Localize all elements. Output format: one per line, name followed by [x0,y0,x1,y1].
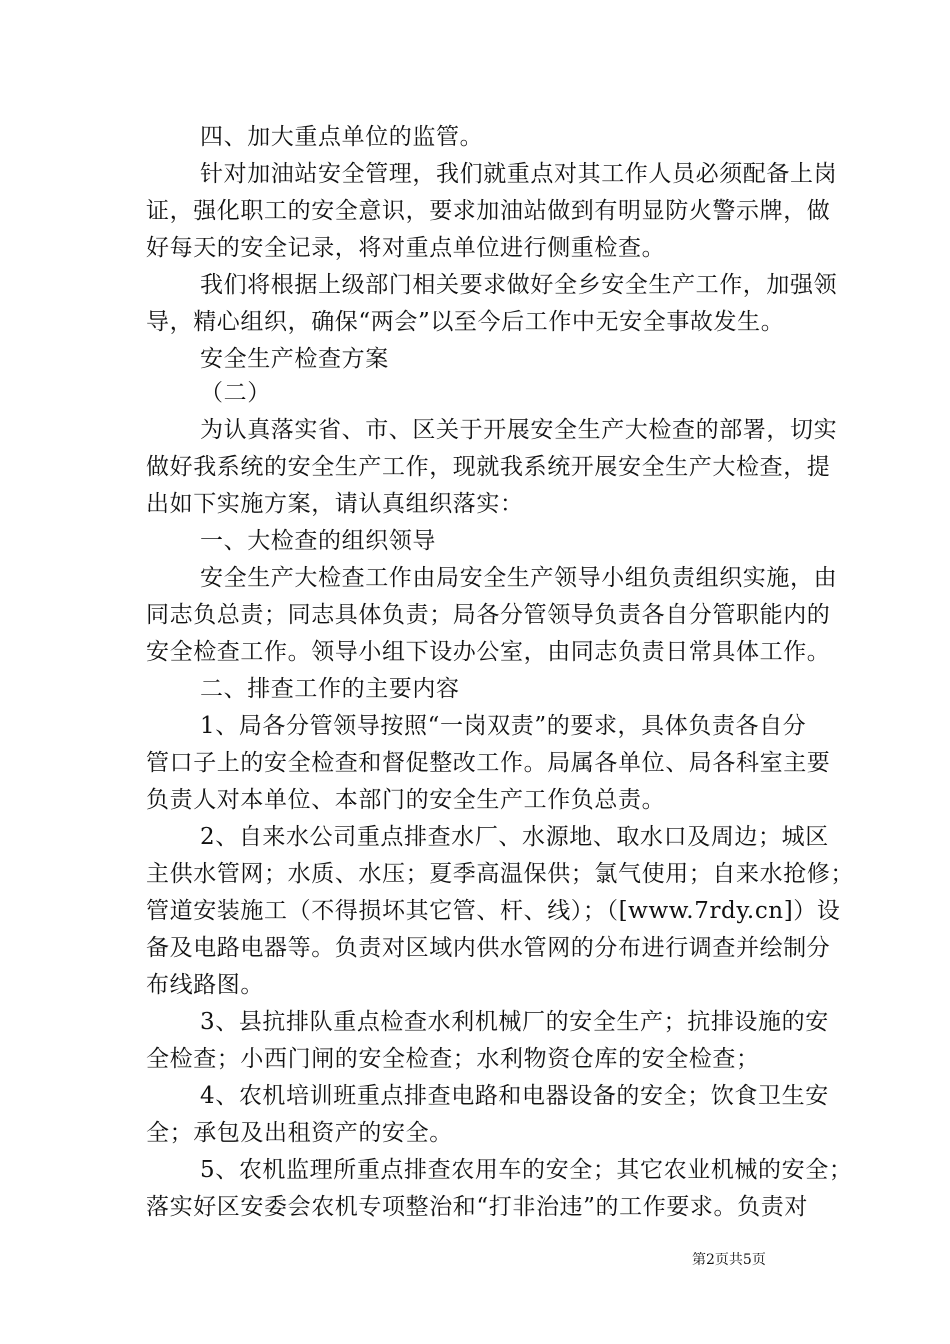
document-subtitle: （二） [200,380,271,406]
section-heading-1: 一、大检查的组织领导 [200,528,436,554]
paragraph-line: 证，强化职工的安全意识，要求加油站做到有明显防火警示牌，做 [146,198,831,224]
page-number-footer: 第2页共5页 [692,1252,766,1268]
paragraph-line: 安全检查工作。领导小组下设办公室，由同志负责日常具体工作。 [146,639,831,665]
paragraph-line: 管口子上的安全检查和督促整改工作。局属各单位、局各科室主要 [146,750,831,776]
paragraph-line: 备及电路电器等。负责对区域内供水管网的分布进行调查并绘制分 [146,935,831,961]
paragraph-line: 全；承包及出租资产的安全。 [146,1120,453,1146]
paragraph-line: 为认真落实省、市、区关于开展安全生产大检查的部署，切实 [200,417,838,443]
paragraph-line: 出如下实施方案，请认真组织落实： [146,491,524,517]
paragraph-line: 3、县抗排队重点检查水利机械厂的安全生产；抗排设施的安 [200,1009,829,1035]
paragraph-line: 1、局各分管领导按照“一岗双责”的要求，具体负责各自分 [200,713,807,739]
paragraph-line: 布线路图。 [146,972,264,998]
paragraph-line: 2、自来水公司重点排查水厂、水源地、取水口及周边；城区 [200,824,829,850]
paragraph-line: 针对加油站安全管理，我们就重点对其工作人员必须配备上岗 [200,161,838,187]
paragraph-line: 做好我系统的安全生产工作，现就我系统开展安全生产大检查，提 [146,454,831,480]
paragraph-line: 主供水管网；水质、水压；夏季高温保供；氯气使用；自来水抢修； [146,861,854,887]
paragraph-line: 4、农机培训班重点排查电路和电器设备的安全；饮食卫生安 [200,1083,829,1109]
paragraph-line: 全检查；小西门闸的安全检查；水利物资仓库的安全检查； [146,1046,760,1072]
paragraph-line: 我们将根据上级部门相关要求做好全乡安全生产工作，加强领 [200,272,838,298]
section-heading-2: 二、排查工作的主要内容 [200,676,460,702]
paragraph-line: 安全生产大检查工作由局安全生产领导小组负责组织实施，由 [200,565,838,591]
paragraph-line: 负责人对本单位、本部门的安全生产工作负总责。 [146,787,666,813]
paragraph-line: 管道安装施工（不得损坏其它管、杆、线）；（[www.7rdy.cn]）设 [146,898,841,924]
paragraph-line: 5、农机监理所重点排查农用车的安全；其它农业机械的安全； [200,1157,853,1183]
paragraph-line: 导，精心组织，确保“两会”以至今后工作中无安全事故发生。 [146,309,785,335]
paragraph-line: 好每天的安全记录，将对重点单位进行侧重检查。 [146,235,666,261]
paragraph-line: 落实好区安委会农机专项整治和“打非治违”的工作要求。负责对 [146,1194,808,1220]
document-title: 安全生产检查方案 [200,346,389,372]
paragraph-line: 同志负总责；同志具体负责；局各分管领导负责各自分管职能内的 [146,602,831,628]
section-heading-4: 四、加大重点单位的监管。 [200,124,484,150]
